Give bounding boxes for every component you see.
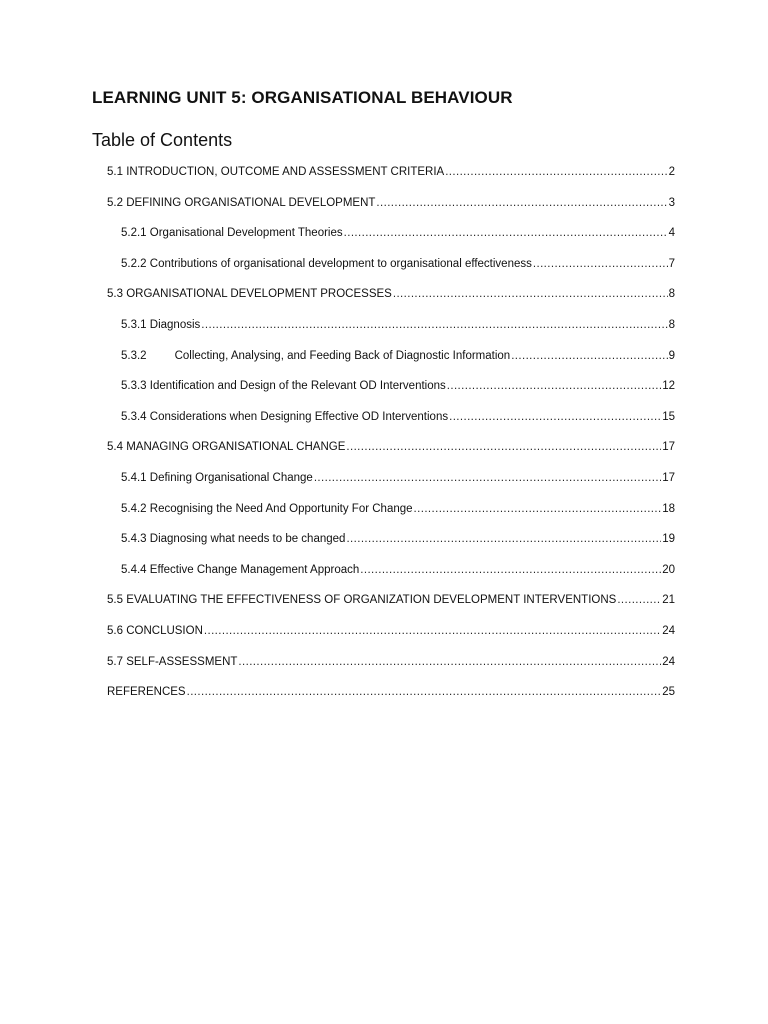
toc-entry-number: 5.5 [107, 594, 123, 607]
toc-dot-leader [393, 285, 668, 303]
toc-entry-page-number: 19 [662, 533, 675, 546]
toc-entry-number: 5.3.3 [121, 380, 147, 393]
toc-entry-page-number: 25 [662, 686, 675, 699]
toc-entry[interactable] [107, 347, 675, 378]
toc-entry-page-number: 24 [662, 655, 675, 668]
toc-entry-page-number: 9 [668, 349, 675, 362]
toc-entry[interactable] [107, 163, 675, 194]
toc-entry-label [121, 469, 314, 487]
toc-entry-number: 5.3.2 [121, 349, 147, 362]
toc-entry-page-number: 4 [668, 227, 675, 240]
toc-entry-label [121, 255, 533, 273]
toc-entry-label [121, 530, 346, 548]
toc-entry-page-number: 12 [662, 380, 675, 393]
toc-entry[interactable] [107, 622, 675, 653]
toc-dot-leader [204, 622, 661, 640]
toc-entry-number: 5.4.4 [121, 563, 147, 576]
toc-entry[interactable] [107, 561, 675, 592]
toc-entry-title: SELF-ASSESSMENT [126, 655, 238, 668]
toc-entry-title: Effective Change Management Approach [149, 563, 360, 576]
toc-entry-number: 5.6 [107, 624, 123, 637]
toc-entry-title: REFERENCES [107, 686, 186, 699]
toc-entry-number: 5.4.2 [121, 502, 147, 515]
toc-entry-number: 5.7 [107, 655, 123, 668]
toc-entry-title: Considerations when Designing Effective OD Interventions [149, 410, 449, 423]
toc-entry-label [107, 285, 393, 303]
toc-heading: Table of Contents [92, 130, 233, 150]
toc-entry-label [107, 653, 238, 671]
toc-entry-page-number: 7 [668, 257, 675, 270]
toc-dot-leader [314, 469, 661, 487]
table-of-contents [107, 163, 675, 714]
toc-entry-page-number: 24 [662, 624, 675, 637]
toc-entry-title: MANAGING ORGANISATIONAL CHANGE [126, 441, 346, 454]
toc-entry-title: Diagnosing what needs to be changed [149, 533, 346, 546]
toc-dot-leader [360, 561, 661, 579]
toc-entry-label [107, 438, 346, 456]
toc-entry-label [121, 347, 511, 365]
toc-entry-title: DEFINING ORGANISATIONAL DEVELOPMENT [126, 196, 376, 209]
toc-entry-title: Organisational Development Theories [149, 227, 343, 240]
toc-entry[interactable] [107, 316, 675, 347]
toc-entry[interactable] [107, 377, 675, 408]
toc-entry-label [107, 163, 445, 181]
toc-entry[interactable] [107, 653, 675, 684]
toc-entry-page-number: 8 [668, 318, 675, 331]
toc-entry-label [121, 561, 360, 579]
toc-dot-leader [414, 500, 662, 518]
toc-entry[interactable] [107, 224, 675, 255]
toc-entry-number: 5.4 [107, 441, 123, 454]
toc-entry-number: 5.2 [107, 196, 123, 209]
toc-entry-number: 5.2.1 [121, 227, 147, 240]
toc-entry-label [107, 683, 187, 701]
toc-entry-number: 5.3.4 [121, 410, 147, 423]
toc-entry[interactable] [107, 530, 675, 561]
toc-entry-page-number: 17 [662, 471, 675, 484]
toc-entry-number: 5.4.3 [121, 533, 147, 546]
toc-entry-number: 5.2.2 [121, 257, 147, 270]
toc-entry-label [107, 622, 204, 640]
toc-dot-leader [187, 683, 662, 701]
toc-entry[interactable] [107, 255, 675, 286]
toc-entry[interactable] [107, 438, 675, 469]
toc-dot-leader [445, 163, 667, 181]
toc-entry-page-number: 15 [662, 410, 675, 423]
toc-entry[interactable] [107, 683, 675, 714]
toc-entry-label [121, 500, 414, 518]
toc-entry-page-number: 20 [662, 563, 675, 576]
toc-entry-title: Collecting, Analysing, and Feeding Back of Diagnostic Information [174, 349, 511, 362]
toc-dot-leader [201, 316, 667, 334]
toc-dot-leader [511, 347, 667, 365]
toc-entry[interactable] [107, 285, 675, 316]
toc-entry-title: EVALUATING THE EFFECTIVENESS OF ORGANIZATION DEVELOPMENT INTERVENTIONS [126, 594, 617, 607]
toc-entry-title: Identification and Design of the Relevant OD Interventions [149, 380, 446, 393]
toc-entry-label [121, 408, 449, 426]
toc-entry-title: Contributions of organisational development to organisational effectiveness [149, 257, 532, 270]
toc-entry[interactable] [107, 500, 675, 531]
toc-entry-number: 5.3 [107, 288, 123, 301]
toc-entry[interactable] [107, 469, 675, 500]
toc-dot-leader [238, 653, 661, 671]
toc-dot-leader [447, 377, 661, 395]
toc-dot-leader [533, 255, 668, 273]
toc-entry[interactable] [107, 408, 675, 439]
unit-title: LEARNING UNIT 5: ORGANISATIONAL BEHAVIOUR [92, 88, 513, 107]
toc-entry[interactable] [107, 591, 675, 622]
toc-entry-number: 5.1 [107, 166, 123, 178]
toc-entry-page-number: 2 [668, 166, 675, 178]
toc-entry-label [121, 224, 344, 242]
toc-dot-leader [376, 194, 667, 212]
toc-entry-title: CONCLUSION [126, 624, 203, 637]
toc-entry[interactable] [107, 194, 675, 225]
toc-entry-title: ORGANISATIONAL DEVELOPMENT PROCESSES [126, 288, 392, 301]
toc-entry-title: Defining Organisational Change [149, 471, 313, 484]
toc-entry-title: Recognising the Need And Opportunity For Change [149, 502, 413, 515]
toc-entry-page-number: 21 [662, 594, 675, 607]
toc-dot-leader [346, 438, 661, 456]
toc-entry-page-number: 18 [662, 502, 675, 515]
toc-entry-label [121, 377, 447, 395]
toc-entry-page-number: 17 [662, 441, 675, 454]
toc-dot-leader [617, 591, 661, 609]
toc-entry-page-number: 3 [668, 196, 675, 209]
toc-entry-page-number: 8 [668, 288, 675, 301]
toc-dot-leader [346, 530, 661, 548]
toc-entry-number: 5.3.1 [121, 318, 147, 331]
toc-dot-leader [449, 408, 661, 426]
toc-entry-label [121, 316, 201, 334]
toc-entry-label [107, 194, 376, 212]
toc-dot-leader [344, 224, 668, 242]
toc-entry-number: 5.4.1 [121, 471, 147, 484]
toc-entry-title: INTRODUCTION, OUTCOME AND ASSESSMENT CRITERIA [126, 166, 445, 178]
toc-entry-label [107, 591, 617, 609]
toc-entry-title: Diagnosis [149, 318, 201, 331]
